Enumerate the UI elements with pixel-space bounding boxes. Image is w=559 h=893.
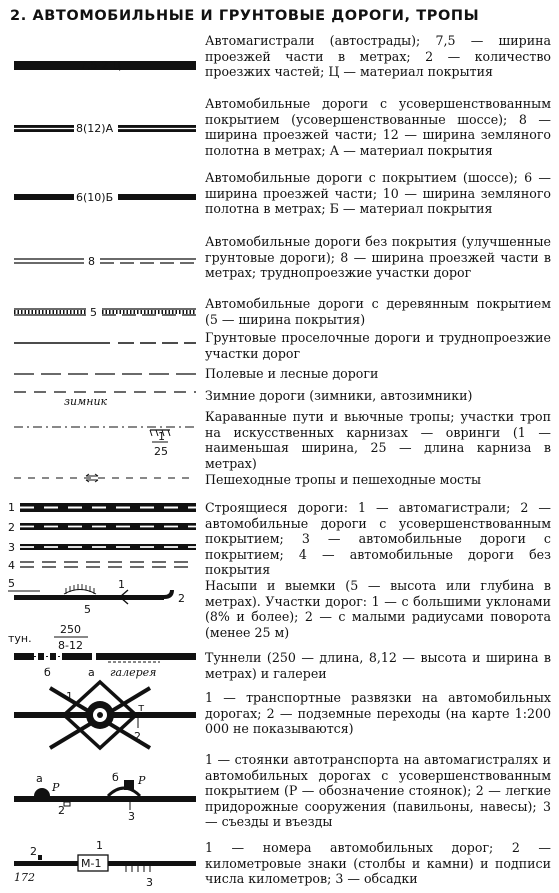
gallery-label: галерея xyxy=(110,666,157,679)
tunnel-length-label: 250 xyxy=(60,623,81,636)
construction-symbols xyxy=(8,501,196,572)
parking-p2-label: Р xyxy=(138,774,146,787)
wooden-road-label: 5 xyxy=(90,306,97,319)
dirt-road-label: 8 xyxy=(88,255,95,268)
highway-symbol xyxy=(14,59,196,72)
parking-a-label: а xyxy=(36,772,43,785)
cut-depth-label: 5 xyxy=(84,603,91,616)
km-value-label: 172 xyxy=(14,871,35,884)
paved-road-label: 6(10)Б xyxy=(76,191,114,204)
legend-text-tunnels: Туннели (250 — длина, 8,12 — высота и ширина в метрах) и галереи xyxy=(205,650,551,681)
construction-label-2: 2 xyxy=(8,521,15,534)
legend-text-country-road: Грунтовые проселочные дороги и труднопроезжие участки дорог xyxy=(205,330,551,361)
legend-text-winter-road: Зимние дороги (зимники, автозимники) xyxy=(205,388,473,403)
winter-road-symbol xyxy=(14,392,196,408)
construction-label-1: 1 xyxy=(8,501,15,514)
legend-text-construction: Строящиеся дороги: 1 — автомагистрали; 2 — автомобильные дороги с усовершенствованным покрытием; 3 — автомобильные дороги с покрытием; 4 — автомобильные дороги без покрытия xyxy=(205,500,551,578)
interchange-2-label: 2 xyxy=(134,730,141,743)
legend-text-dirt-road: Автомобильные дороги без покрытия (улучшенные грунтовые дороги); 8 — ширина проезжей части в метрах; труднопроезжие участки дорог xyxy=(205,234,551,281)
parking-2-label: 2 xyxy=(58,804,65,817)
ovring-width-label: 1 xyxy=(158,430,165,443)
winter-road-label: зимник xyxy=(64,395,108,408)
slope-1-label: 1 xyxy=(118,578,125,591)
interchange-t-label: т xyxy=(138,701,145,714)
tunnel-symbol xyxy=(8,623,196,679)
tunnel-prefix-label: тун. xyxy=(8,632,32,645)
construction-label-3: 3 xyxy=(8,541,15,554)
legend-text-caravan-path: Караванные пути и вьючные тропы; участки троп на искусственных карнизах — овринги (1 — наименьшая ширина, 25 — длина карниза в метрах) xyxy=(205,409,551,471)
improved-road-label: 8(12)А xyxy=(76,122,114,135)
legend-text-field-road: Полевые и лесные дороги xyxy=(205,366,379,381)
interchange-symbol xyxy=(14,682,196,748)
legend-text-parking: 1 — стоянки автотранспорта на автомагистралях и автомобильных дорогах с усовершенствованным покрытием (Р — обозначение стоянок); 2 — легкие придорожные сооружения (павильоны, навесы); 3 — съезды и въезды xyxy=(205,752,551,830)
page-title: 2. АВТОМОБИЛЬНЫЕ И ГРУНТОВЫЕ ДОРОГИ, ТРОПЫ xyxy=(10,8,480,24)
number-2-label: 2 xyxy=(30,845,37,858)
improved-road-symbol xyxy=(14,120,196,136)
paved-road-symbol xyxy=(14,189,196,205)
embankment-height-label: 5 xyxy=(8,577,15,590)
number-3-label: 3 xyxy=(146,876,153,889)
dirt-road-symbol xyxy=(14,255,196,268)
number-1-label: 1 xyxy=(96,839,103,852)
caravan-path-symbol xyxy=(14,427,196,458)
wooden-road-symbol xyxy=(14,306,196,319)
embankment-symbol xyxy=(8,577,185,616)
parking-p1-label: Р xyxy=(52,781,60,794)
parking-symbol xyxy=(14,771,196,823)
parking-3-label: 3 xyxy=(128,810,135,823)
legend-text-wooden-road: Автомобильные дороги с деревянным покрытием (5 — ширина покрытия) xyxy=(205,296,551,327)
highway-label: 7,5-2 Ц xyxy=(80,59,121,72)
construction-label-4: 4 xyxy=(8,559,15,572)
road-number-label: М-1 xyxy=(81,857,102,870)
parking-b-label: б xyxy=(112,771,119,784)
legend-text-paved-road: Автомобильные дороги с покрытием (шоссе); 6 — ширина проезжей части; 10 — ширина земляного полотна в метрах; Б — материал покрытия xyxy=(205,170,551,217)
tunnel-a-label: а xyxy=(88,666,95,679)
legend-text-road-numbers: 1 — номера автомобильных дорог; 2 — километровые знаки (столбы и камни) и подписи числа километров; 3 — обсадки xyxy=(205,840,551,887)
legend-text-improved-road: Автомобильные дороги с усовершенствованным покрытием (усовершенствованные шоссе); 8 — ширина проезжей части; 12 — ширина земляного полотна в метрах; А — материал покрытия xyxy=(205,96,551,158)
legend-text-embankments: Насыпи и выемки (5 — высота или глубина в метрах). Участки дорог: 1 — с большими уклонами (8% и более); 2 — с малыми радиусами поворота (менее 25 м) xyxy=(205,578,551,640)
legend-text-highway: Автомагистрали (автострады); 7,5 — ширина проезжей части в метрах; 2 — количество проезжих частей; Ц — материал покрытия xyxy=(205,33,551,80)
legend-text-interchanges: 1 — транспортные развязки на автомобильных дорогах; 2 — подземные переходы (на карте 1:200 000 не показываются) xyxy=(205,690,551,737)
tunnel-dims-label: 8-12 xyxy=(58,639,83,652)
footpath-symbol xyxy=(14,474,196,482)
interchange-1-label: 1 xyxy=(66,690,73,703)
road-number-symbol xyxy=(14,839,196,889)
legend-text-footpath: Пешеходные тропы и пешеходные мосты xyxy=(205,472,482,487)
ovring-length-label: 25 xyxy=(154,445,168,458)
tunnel-b-label: б xyxy=(44,666,51,679)
legend-symbols xyxy=(0,0,200,893)
slope-2-label: 2 xyxy=(178,592,185,605)
